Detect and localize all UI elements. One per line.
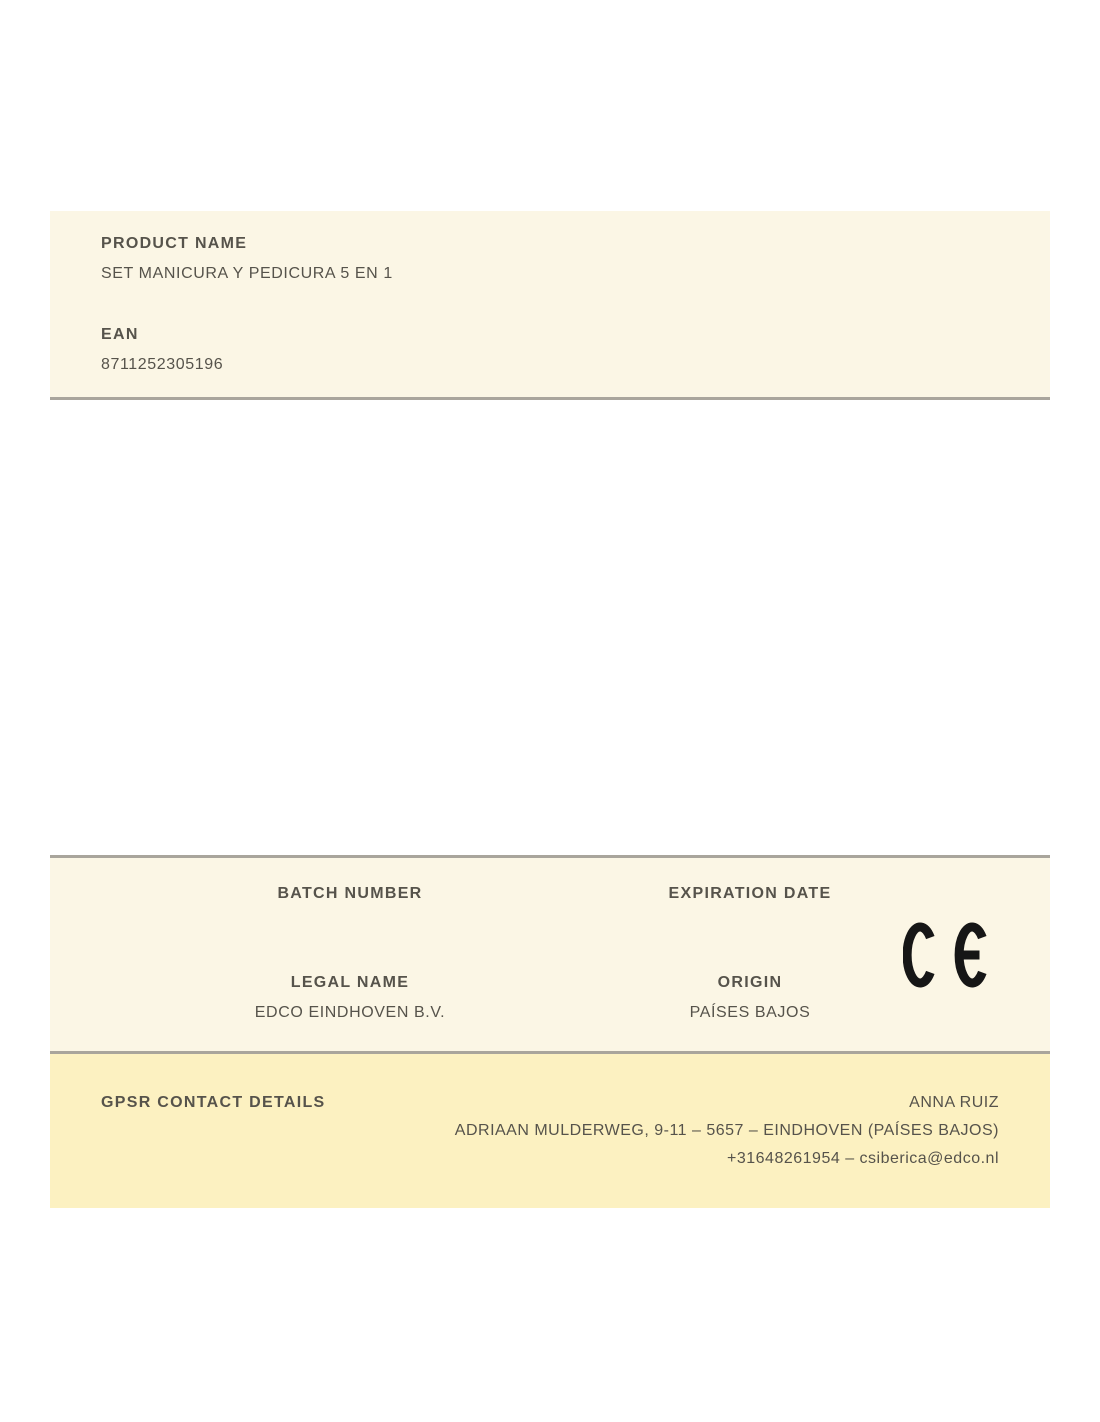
gpsr-contact-address: ADRIAAN MULDERWEG, 9-11 – 5657 – EINDHOVEN (PAÍSES BAJOS) bbox=[454, 1122, 999, 1139]
origin-value: PAÍSES BAJOS bbox=[689, 1004, 811, 1021]
expiration-date-field bbox=[550, 879, 950, 939]
gpsr-contact-label: GPSR CONTACT DETAILS bbox=[101, 1094, 326, 1111]
expiration-date-value bbox=[550, 909, 950, 939]
product-name-value: SET MANICURA Y PEDICURA 5 EN 1 bbox=[101, 265, 393, 282]
batch-number-label: BATCH NUMBER bbox=[277, 885, 423, 902]
legal-name-value: EDCO EINDHOVEN B.V. bbox=[254, 1004, 446, 1021]
gpsr-contact-name: ANNA RUIZ bbox=[909, 1094, 999, 1111]
origin-label: ORIGIN bbox=[717, 974, 783, 991]
batch-legal-section bbox=[50, 855, 1050, 1054]
legal-name-label: LEGAL NAME bbox=[290, 974, 410, 991]
product-name-field bbox=[101, 229, 999, 289]
gpsr-contact-details bbox=[455, 1089, 999, 1173]
gpsr-contact-phone-email: +31648261954 – csiberica@edco.nl bbox=[727, 1150, 999, 1167]
product-info-section bbox=[50, 211, 1050, 400]
origin-field bbox=[550, 968, 950, 1028]
expiration-date-label: EXPIRATION DATE bbox=[668, 885, 832, 902]
product-name-label: PRODUCT NAME bbox=[101, 235, 248, 252]
ean-label: EAN bbox=[101, 326, 139, 343]
ean-value: 8711252305196 bbox=[101, 356, 224, 373]
ce-mark-icon bbox=[903, 922, 993, 988]
ean-field bbox=[101, 320, 999, 380]
legal-name-field bbox=[150, 968, 550, 1028]
batch-number-value bbox=[150, 909, 550, 939]
gpsr-contact-section bbox=[50, 1054, 1050, 1208]
batch-number-field bbox=[150, 879, 550, 939]
